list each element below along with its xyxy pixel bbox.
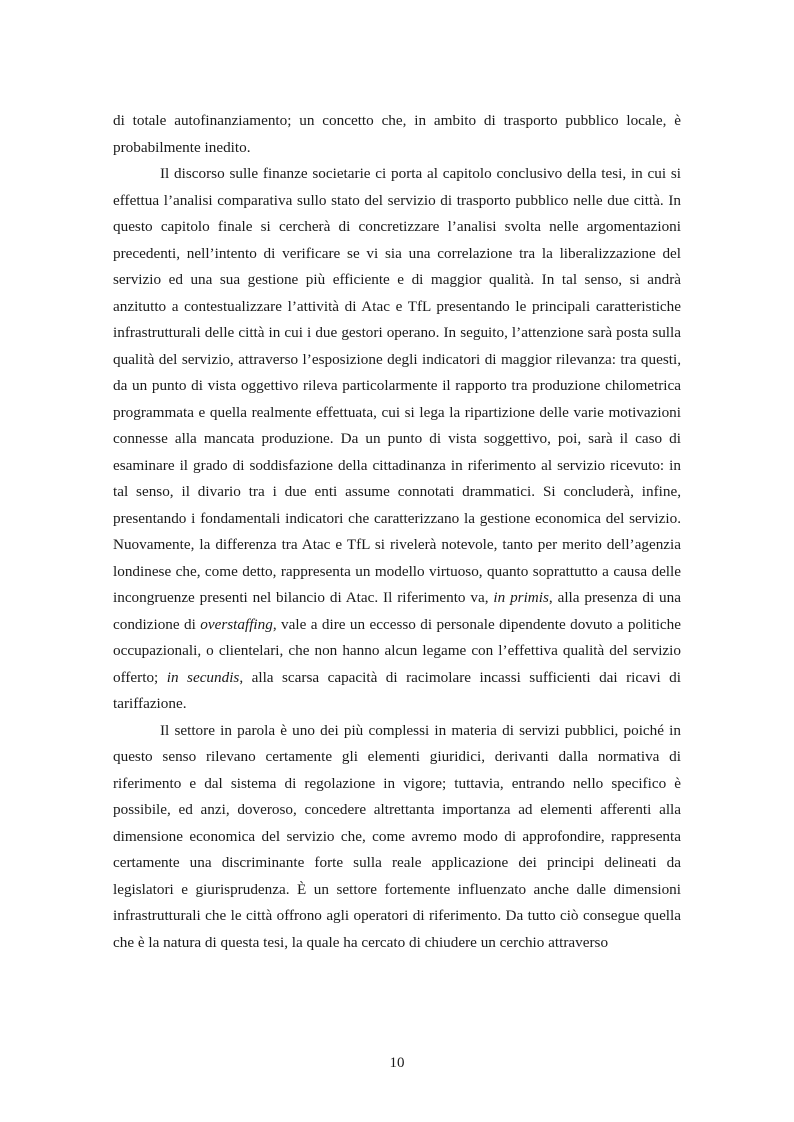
paragraph-continuation: di totale autofinanziamento; un concetto che, in ambito di trasporto pubblico locale, è probabilmente inedito. — [113, 112, 681, 156]
paragraph-text: , alla scarsa capacità di racimolare incassi sufficienti dai ricavi di tariffazione. — [113, 668, 681, 712]
document-body — [113, 108, 681, 956]
paragraph-final-chapter — [113, 161, 681, 718]
paragraph-text: Il discorso sulle finanze societarie ci porta al capitolo conclusivo della tesi, in cui si effettua l’analisi comparativa sullo stato del servizio di trasporto pubblico nelle due città. In questo capitolo finale si cercherà di concretizzare l’analisi svolta nelle argomentazioni precedenti, nell’intento di verificare se vi sia una correlazione tra la liberalizzazione del servizio ed una sua gestione più efficiente e di maggior qualità. In tal senso, si andrà anzitutto a contestualizzare l’attività di Atac e TfL presentando le principali caratteristiche infrastrutturali delle città in cui i due gestori operano. In seguito, l’attenzione sarà posta sulla qualità del servizio, attraverso l’esposizione degli indicatori di maggior rilevanza: tra questi, da un punto di vista oggettivo rileva particolarmente il rapporto tra produzione chilometrica programmata e quella realmente effettuata, cui si lega la ripartizione delle varie motivazioni connesse alla mancata produzione. Da un punto di vista soggettivo, poi, sarà il caso di esaminare il grado di soddisfazione della cittadinanza in riferimento al servizio ricevuto: in tal senso, il divario tra i due enti assume connotati drammatici. Si concluderà, infine, presentando i fondamentali indicatori che caratterizzano la gestione economica del servizio. Nuovamente, la differenza tra Atac e TfL si rivelerà notevole, tanto per merito dell’agenzia londinese che, come detto, rappresenta un modello virtuoso, quanto soprattutto a causa delle incongruenze presenti nel bilancio di Atac. Il riferimento va, — [113, 165, 681, 606]
paragraph-text: , vale a dire un eccesso di personale dipendente dovuto a politiche occupazionali, o clientelari, che non hanno alcun legame con l’effettiva qualità del servizio offerto; — [113, 615, 682, 686]
paragraph-sector: Il settore in parola è uno dei più complessi in materia di servizi pubblici, poiché in questo senso rilevano certamente gli elementi giuridici, derivanti dalla normativa di riferimento e dal sistema di regolazione in vigore; tuttavia, entrando nello specifico è possibile, ed anzi, doveroso, concedere altrettanta importanza ad elementi afferenti alla dimensione economica del servizio che, come avremo modo di approfondire, rappresenta certamente una discriminante forte sulla reale applicazione dei principi delineati da legislatori e giurisprudenza. È un settore fortemente influenzato anche dalle dimensioni infrastrutturali che le città offrono agli operatori di riferimento. Da tutto ciò consegue quella che è la natura di questa tesi, la quale ha cercato di chiudere un cerchio attraverso — [113, 721, 681, 951]
emphasis-in-secundis: in secundis — [166, 668, 240, 686]
page-number: 10 — [389, 1055, 405, 1071]
emphasis-overstaffing: overstaffing — [200, 615, 273, 633]
emphasis-in-primis: in primis — [493, 589, 549, 606]
paragraph-text: , alla presenza di una condizione di — [113, 589, 681, 633]
